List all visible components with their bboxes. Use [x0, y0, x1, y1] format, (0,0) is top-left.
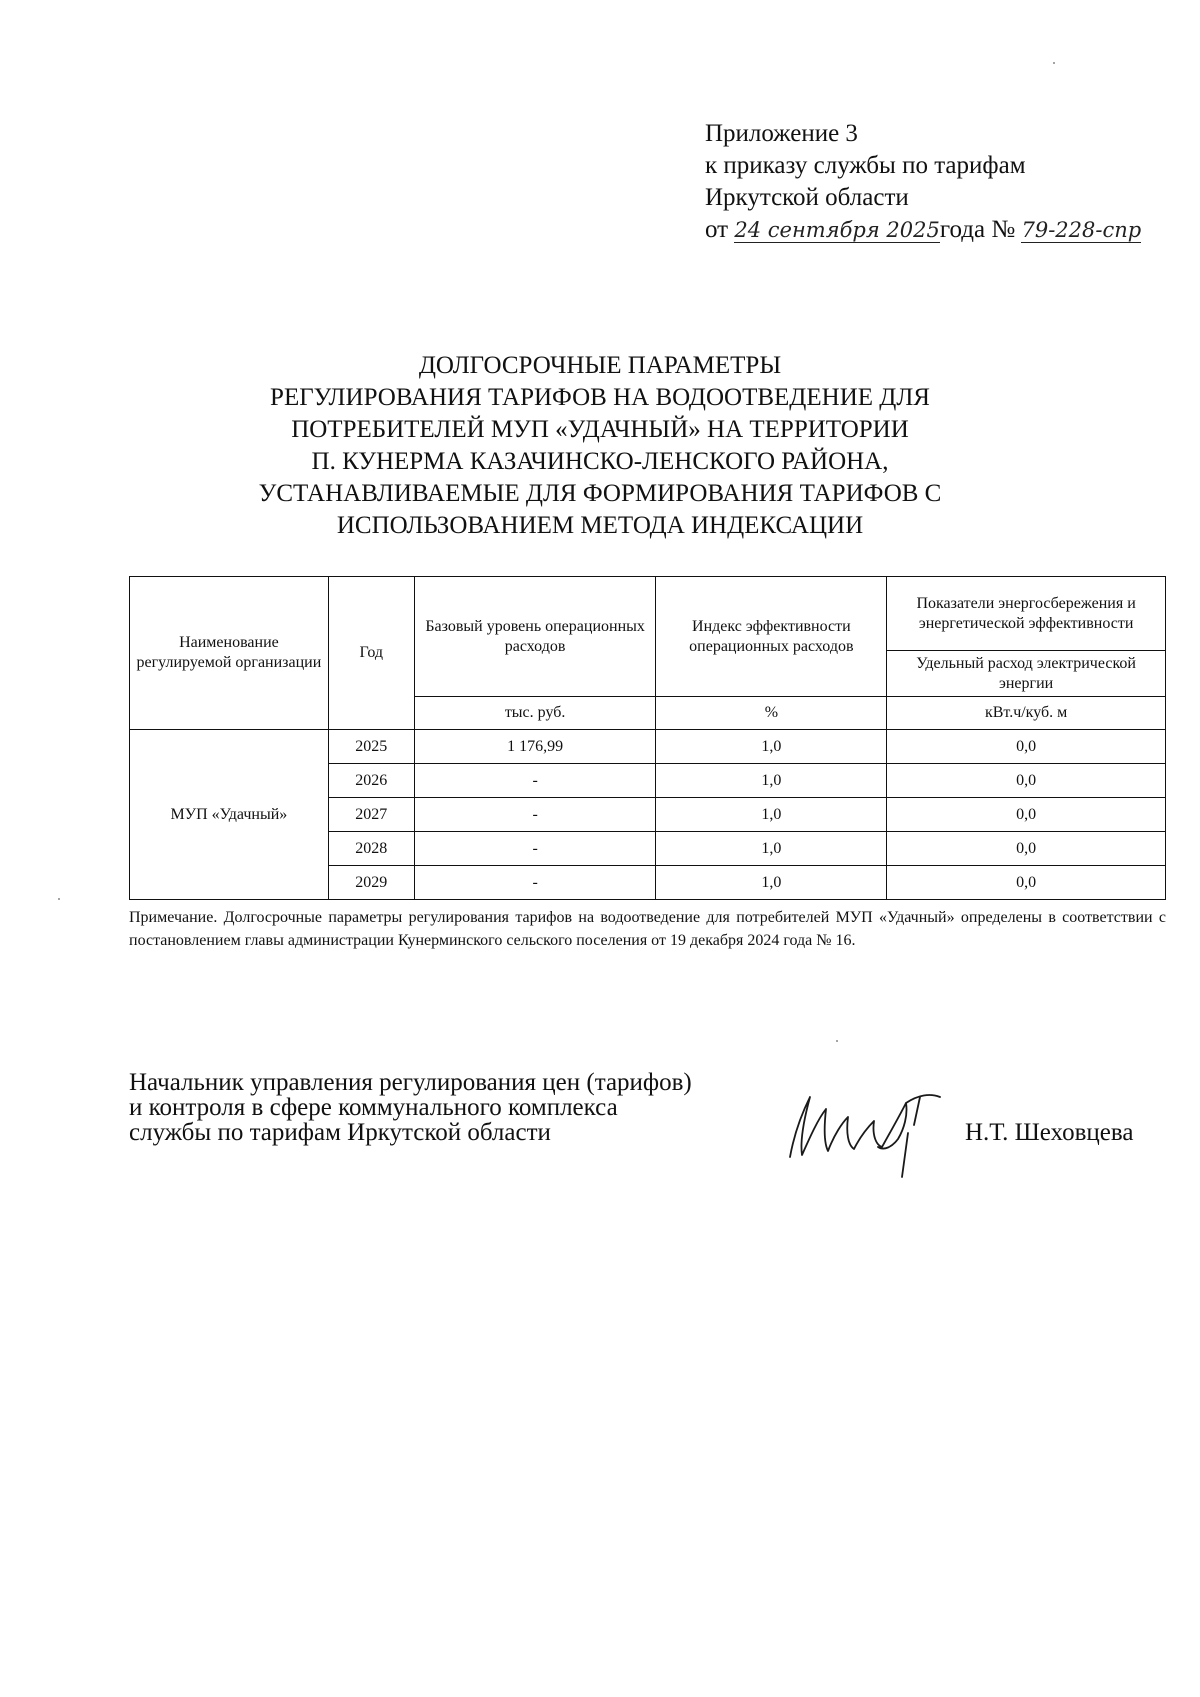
specific-consumption-cell: 0,0 — [887, 832, 1166, 866]
efficiency-index-cell: 1,0 — [656, 798, 887, 832]
header-efficiency-index: Индекс эффективности операционных расходов — [656, 577, 887, 697]
table-row — [130, 730, 1166, 764]
handwritten-signature — [780, 1085, 950, 1185]
unit-efficiency-index: % — [656, 697, 887, 730]
appendix-order-ref: к приказу службы по тарифам — [705, 152, 1026, 179]
date-prefix: от — [705, 216, 729, 243]
scan-speck — [1053, 62, 1055, 64]
base-level-cell: - — [414, 832, 656, 866]
efficiency-index-cell: 1,0 — [656, 866, 887, 900]
header-energy-group: Показатели энергосбережения и энергетической эффективности — [887, 577, 1166, 651]
specific-consumption-cell: 0,0 — [887, 764, 1166, 798]
scan-speck — [836, 1040, 838, 1042]
signature-icon — [780, 1085, 950, 1180]
position-line: Начальник управления регулирования цен (тарифов) — [129, 1069, 692, 1096]
org-name-cell: МУП «Удачный» — [130, 730, 329, 900]
year-cell: 2028 — [328, 832, 414, 866]
efficiency-index-cell: 1,0 — [656, 764, 887, 798]
title-line: УСТАНАВЛИВАЕМЫЕ ДЛЯ ФОРМИРОВАНИЯ ТАРИФОВ С — [258, 480, 942, 507]
appendix-region: Иркутской области — [705, 184, 909, 211]
year-cell: 2026 — [328, 764, 414, 798]
efficiency-index-cell: 1,0 — [656, 832, 887, 866]
year-cell: 2027 — [328, 798, 414, 832]
document-title — [180, 350, 1020, 542]
base-level-cell: - — [414, 866, 656, 900]
base-level-cell: - — [414, 764, 656, 798]
specific-consumption-cell: 0,0 — [887, 866, 1166, 900]
position-line: службы по тарифам Иркутской области — [129, 1119, 551, 1146]
year-cell: 2029 — [328, 866, 414, 900]
appendix-date-line — [705, 214, 1141, 246]
header-row — [130, 577, 1166, 651]
scan-speck — [58, 898, 60, 900]
header-year: Год — [328, 577, 414, 730]
appendix-header — [705, 118, 1141, 246]
parameters-table — [129, 576, 1166, 900]
unit-base-level: тыс. руб. — [414, 697, 656, 730]
appendix-number: Приложение 3 — [705, 120, 858, 147]
header-base-level: Базовый уровень операционных расходов — [414, 577, 656, 697]
year-word: года № — [939, 216, 1016, 243]
specific-consumption-cell: 0,0 — [887, 730, 1166, 764]
header-specific-consumption: Удельный расход электрической энергии — [887, 651, 1166, 697]
specific-consumption-cell: 0,0 — [887, 798, 1166, 832]
base-level-cell: 1 176,99 — [414, 730, 656, 764]
handwritten-order-number: 79-228-спр — [1021, 218, 1142, 242]
header-org: Наименование регулируемой организации — [130, 577, 329, 730]
title-line: ИСПОЛЬЗОВАНИЕМ МЕТОДА ИНДЕКСАЦИИ — [336, 512, 864, 539]
handwritten-date: 24 сентября 2025 — [734, 218, 940, 242]
unit-specific-consumption: кВт.ч/куб. м — [887, 697, 1166, 730]
title-line: РЕГУЛИРОВАНИЯ ТАРИФОВ НА ВОДООТВЕДЕНИЕ ДЛЯ — [270, 384, 930, 411]
signatory-position — [129, 1070, 692, 1145]
year-cell: 2025 — [328, 730, 414, 764]
table-note: Примечание. Долгосрочные параметры регулирования тарифов на водоотведение для потребителей МУП «Удачный» определены в соответствии с постановлением главы администрации Кунерминского сельского поселения от 19 декабря 2024 года № 16. — [129, 909, 1166, 949]
title-line: П. КУНЕРМА КАЗАЧИНСКО-ЛЕНСКОГО РАЙОНА, — [311, 448, 889, 475]
title-line: ПОТРЕБИТЕЛЕЙ МУП «УДАЧНЫЙ» НА ТЕРРИТОРИИ — [291, 416, 909, 443]
title-line: ДОЛГОСРОЧНЫЕ ПАРАМЕТРЫ — [418, 352, 782, 379]
efficiency-index-cell: 1,0 — [656, 730, 887, 764]
signer-name: Н.Т. Шеховцева — [965, 1119, 1134, 1146]
base-level-cell: - — [414, 798, 656, 832]
position-line: и контроля в сфере коммунального комплекса — [129, 1094, 618, 1121]
